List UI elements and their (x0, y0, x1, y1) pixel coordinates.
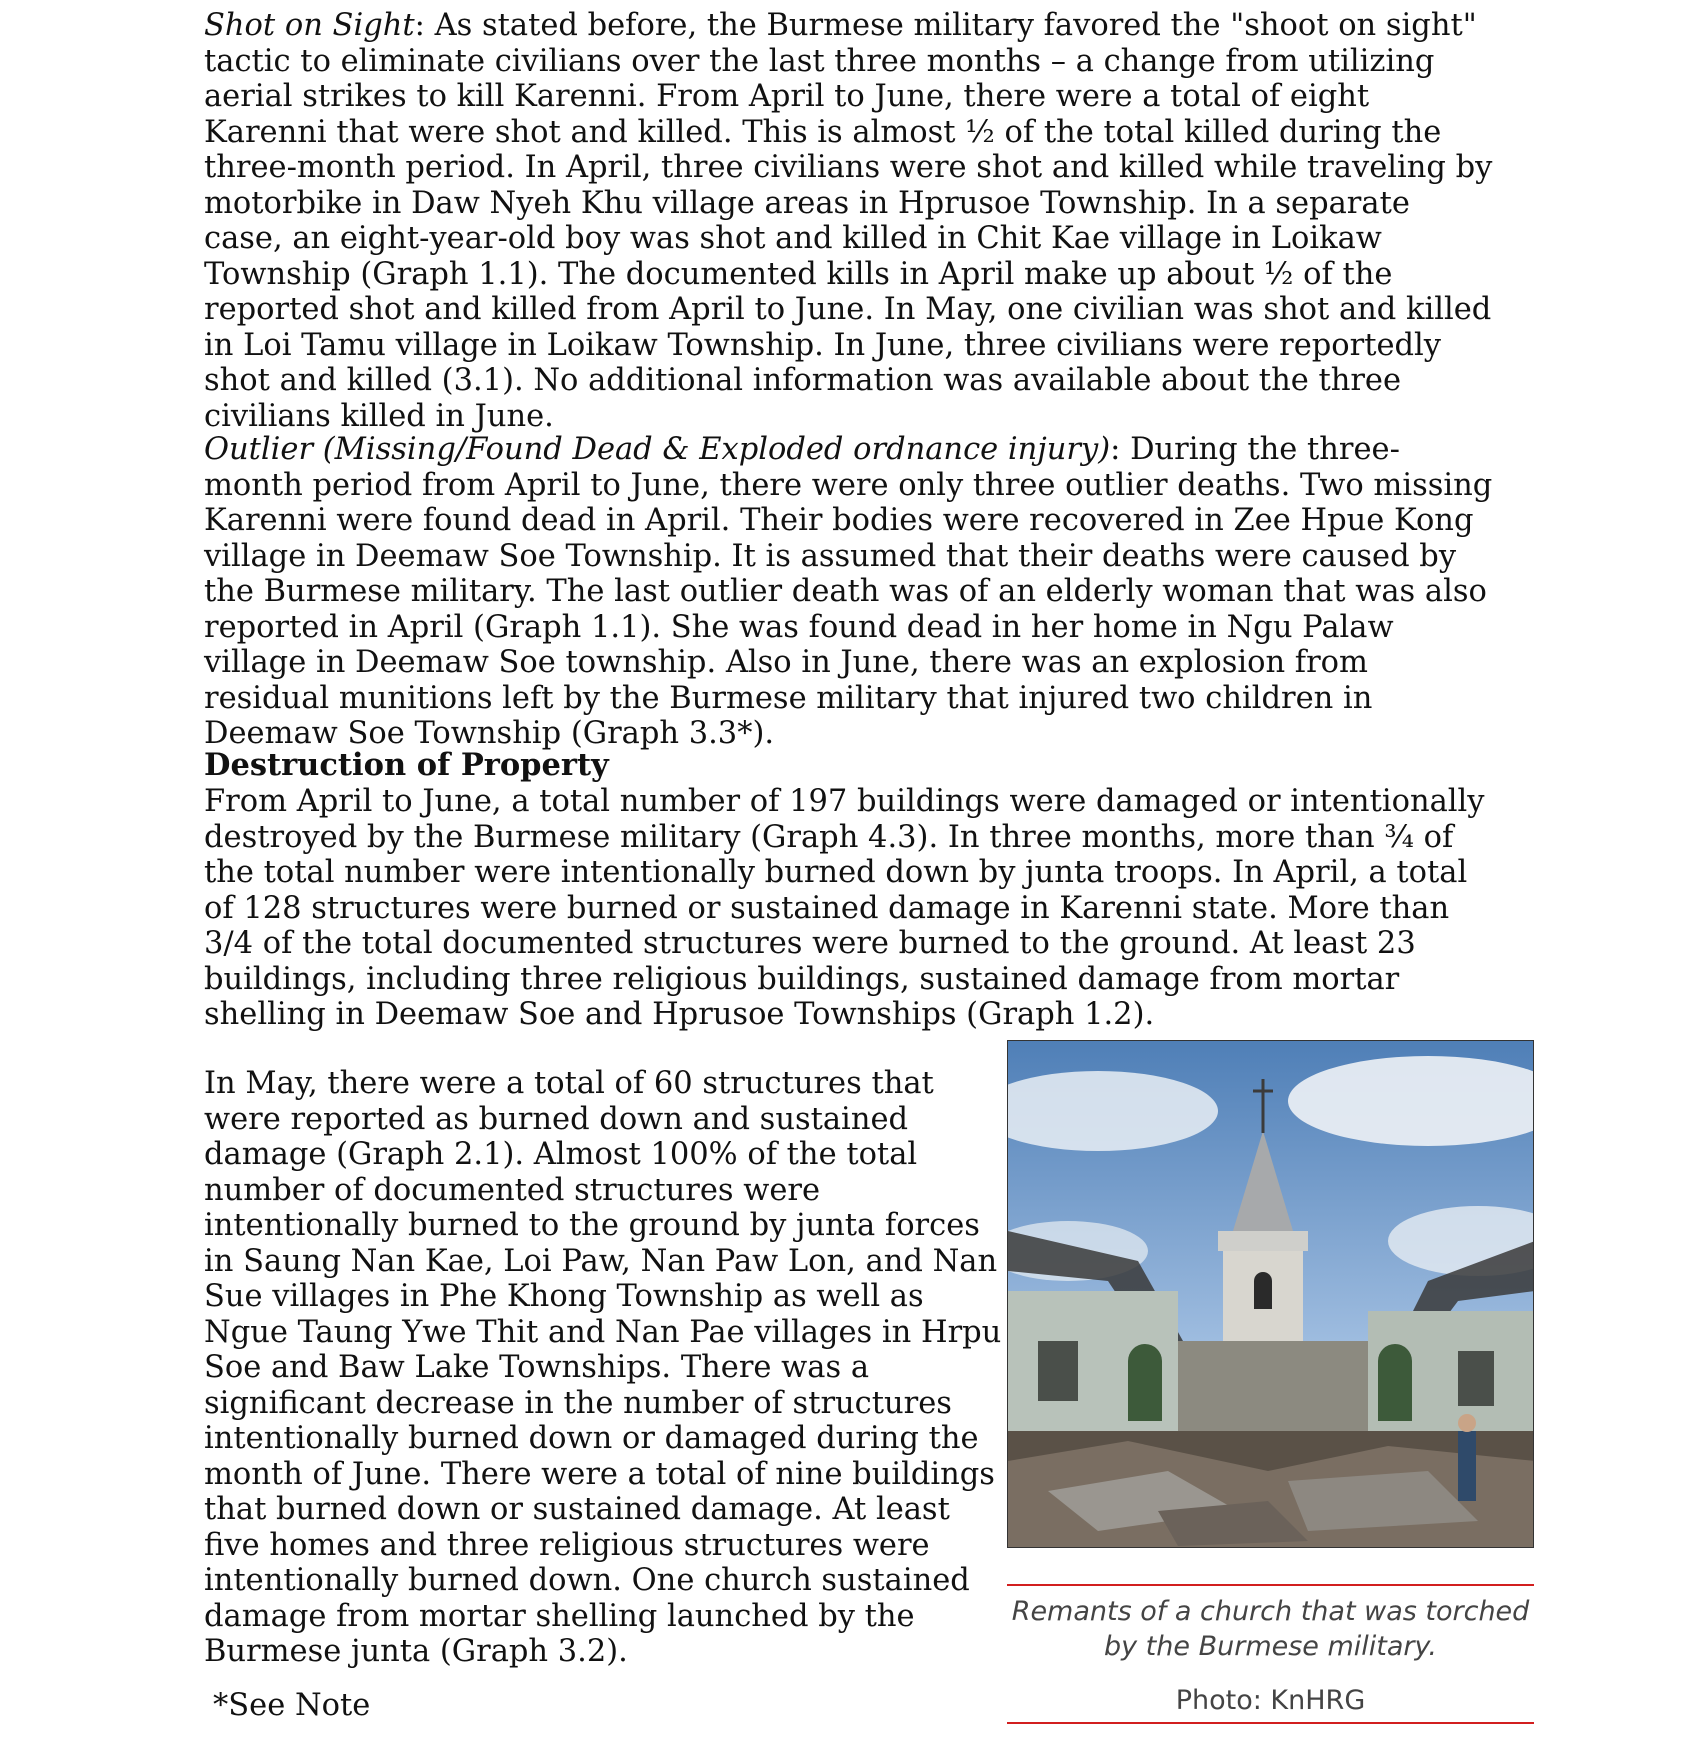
photo-caption: Remants of a church that was torched by the Burmese military. (1011, 1596, 1530, 1662)
caption-bottom-rule (1007, 1722, 1534, 1724)
footnote: *See Note (213, 1688, 371, 1723)
destruction-paragraph-1: From April to June, a total number of 197 buildings were damaged or intentionally destroyed by the Burmese military (Graph 4.3). In three months, more than ¾ of the total number were intentionally burned down by junta troops. In April, a total of 128 structures were burned or sustained damage in Karenni state. More than 3/4 of the total documented structures were burned to the ground. At least 23 buildings, including three religious buildings, sustained damage from mortar shelling in Deemaw Soe and Hprusoe Townships (Graph 1.2). (204, 784, 1485, 1032)
shot-on-sight-term: Shot on Sight (204, 8, 415, 43)
outlier-paragraph (204, 432, 1494, 752)
caption-top-rule (1007, 1584, 1534, 1586)
shot-on-sight-text: : As stated before, the Burmese military favored the "shoot on sight" tactic to eliminate civilians over the last three months – a change from utilizing aerial strikes to kill Karenni. From April to June, there were a total of eight Karenni that were shot and killed. This is almost ½ of the total killed during the three-month period. In April, three civilians were shot and killed while traveling by motorbike in Daw Nyeh Khu village areas in Hprusoe Township. In a separate case, an eight-year-old boy was shot and killed in Chit Kae village in Loikaw Township (Graph 1.1). The documented kills in April make up about ½ of the reported shot and killed from April to June. In May, one civilian was shot and killed in Loi Tamu village in Loikaw Township. In June, three civilians were reportedly shot and killed (3.1). No additional information was available about the three civilians killed in June. (204, 8, 1493, 434)
shot-on-sight-paragraph (204, 8, 1494, 434)
church-ruins-photo (1007, 1040, 1534, 1548)
outlier-text: : During the three-month period from April to June, there were only three outlier deaths. Two missing Karenni were found dead in April. Their bodies were recovered in Zee Hpue Kong village in Deemaw Soe Township. It is assumed that their deaths were caused by the Burmese military. The last outlier death was of an elderly woman that was also reported in April (Graph 1.1). She was found dead in her home in Ngu Palaw village in Deemaw Soe township. Also in June, there was an explosion from residual munitions left by the Burmese military that injured two children in Deemaw Soe Township (Graph 3.3*). (204, 432, 1493, 751)
photo-credit: Photo: KnHRG (1175, 1685, 1366, 1716)
outlier-term: Outlier (Missing/Found Dead & Exploded ordnance injury) (204, 432, 1111, 467)
destruction-paragraph-2: In May, there were a total of 60 structures that were reported as burned down and sustained damage (Graph 2.1). Almost 100% of the total number of documented structures were intentionally burned to the ground by junta forces in Saung Nan Kae, Loi Paw, Nan Paw Lon, and Nan Sue villages in Phe Khong Township as well as Ngue Taung Ywe Thit and Nan Pae villages in Hrpu Soe and Baw Lake Townships. There was a significant decrease in the number of structures intentionally burned down or damaged during the month of June. There were a total of nine buildings that burned down or sustained damage. At least five homes and three religious structures were intentionally burned down. One church sustained damage from mortar shelling launched by the Burmese junta (Graph 3.2). (204, 1066, 1002, 1669)
section-heading: Destruction of Property (204, 747, 609, 783)
